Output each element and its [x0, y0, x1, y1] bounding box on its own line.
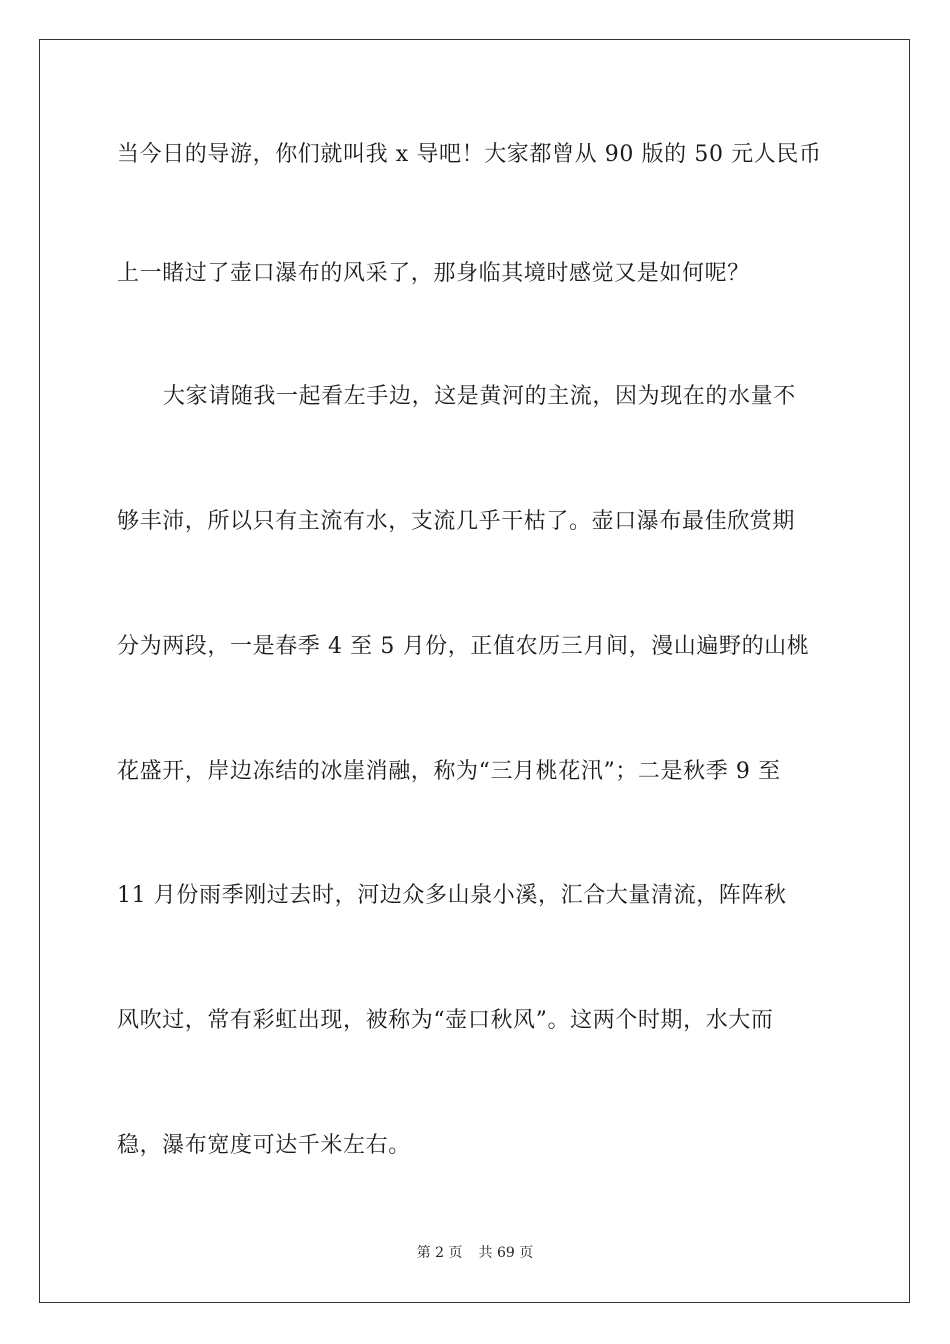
page-footer: [0, 1244, 950, 1262]
paragraph-line-5: 分为两段，一是春季 4 至 5 月份，正值农历三月间，漫山遍野的山桃: [117, 634, 810, 659]
page-border: [39, 39, 910, 1303]
page-total: 共 69 页: [478, 1245, 534, 1261]
page-number: 第 2 页: [416, 1245, 463, 1261]
paragraph-line-4: 够丰沛，所以只有主流有水，支流几乎干枯了。壶口瀑布最佳欣赏期: [117, 509, 796, 534]
paragraph-line-7: 11 月份雨季刚过去时，河边众多山泉小溪，汇合大量清流，阵阵秋: [117, 883, 787, 908]
paragraph-line-2: 上一睹过了壶口瀑布的风采了，那身临其境时感觉又是如何呢？: [117, 261, 750, 286]
paragraph-line-9: 稳，瀑布宽度可达千米左右。: [117, 1133, 411, 1158]
paragraph-line-1: 当今日的导游，你们就叫我 x 导吧！大家都曾从 90 版的 50 元人民币: [117, 142, 822, 167]
paragraph-line-3: 大家请随我一起看左手边，这是黄河的主流，因为现在的水量不: [163, 384, 796, 409]
paragraph-line-6: 花盛开，岸边冻结的冰崖消融，称为“三月桃花汛”；二是秋季 9 至: [117, 759, 781, 784]
paragraph-line-8: 风吹过，常有彩虹出现，被称为“壶口秋风”。这两个时期，水大而: [117, 1008, 774, 1033]
